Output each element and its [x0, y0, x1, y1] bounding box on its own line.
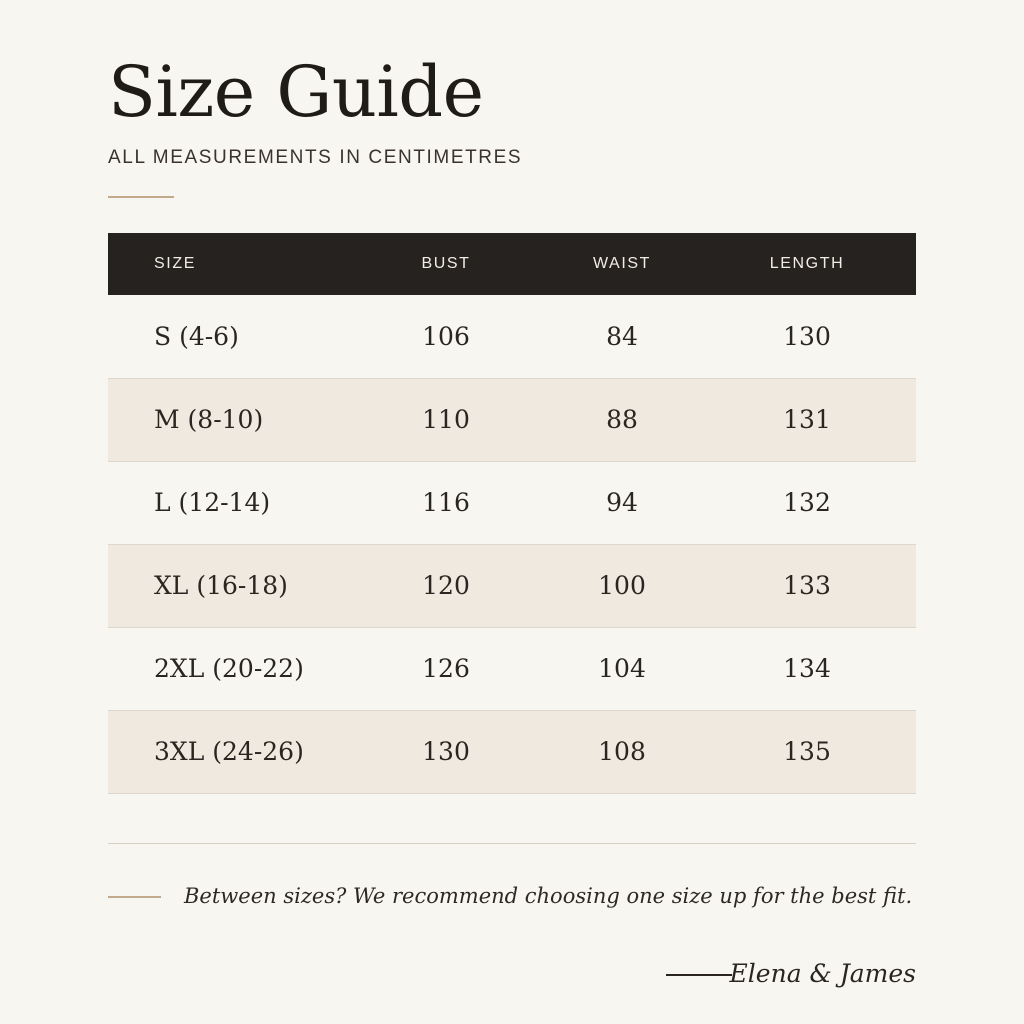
cell-length: 130 — [783, 321, 831, 351]
table-row — [108, 461, 916, 544]
column-header-length: LENGTH — [769, 255, 845, 272]
cell-waist: 100 — [598, 571, 646, 600]
cell-bust: 106 — [422, 321, 470, 351]
size-table — [108, 233, 916, 794]
table-row — [108, 627, 916, 710]
cell-waist: 84 — [606, 321, 638, 351]
table-row — [108, 295, 916, 378]
cell-bust: 120 — [422, 571, 470, 600]
fit-note: Between sizes? We recommend choosing one size up for the best fit. — [184, 884, 913, 908]
cell-waist: 108 — [598, 737, 646, 766]
cell-bust: 110 — [422, 405, 470, 434]
column-header-bust: BUST — [421, 255, 471, 272]
page-title: Size Guide — [108, 51, 484, 133]
table-row — [108, 544, 916, 627]
cell-size: 3XL (24-26) — [154, 737, 304, 766]
cell-length: 133 — [783, 571, 831, 600]
cell-waist: 94 — [606, 488, 638, 517]
note-accent-divider — [108, 896, 161, 898]
column-header-size: SIZE — [154, 255, 196, 272]
cell-bust: 116 — [422, 488, 470, 517]
cell-length: 132 — [783, 488, 831, 517]
cell-bust: 130 — [422, 737, 470, 766]
signature-divider — [666, 974, 732, 976]
column-header-waist: WAIST — [592, 255, 652, 272]
table-row — [108, 710, 916, 793]
table-header-row — [108, 233, 916, 295]
bottom-divider — [108, 843, 916, 844]
cell-waist: 88 — [606, 405, 638, 434]
cell-bust: 126 — [422, 654, 470, 683]
accent-divider — [108, 196, 174, 198]
cell-size: M (8-10) — [154, 405, 264, 434]
table-row — [108, 378, 916, 461]
cell-waist: 104 — [598, 654, 646, 683]
cell-size: XL (16-18) — [154, 571, 288, 600]
cell-size: L (12-14) — [154, 488, 271, 517]
cell-size: S (4-6) — [154, 321, 239, 351]
cell-length: 131 — [783, 405, 831, 434]
cell-length: 134 — [783, 654, 831, 683]
cell-size: 2XL (20-22) — [154, 654, 304, 683]
signature: Elena & James — [729, 959, 916, 988]
cell-length: 135 — [783, 737, 831, 766]
page-subtitle: ALL MEASUREMENTS IN CENTIMETRES — [108, 147, 523, 168]
